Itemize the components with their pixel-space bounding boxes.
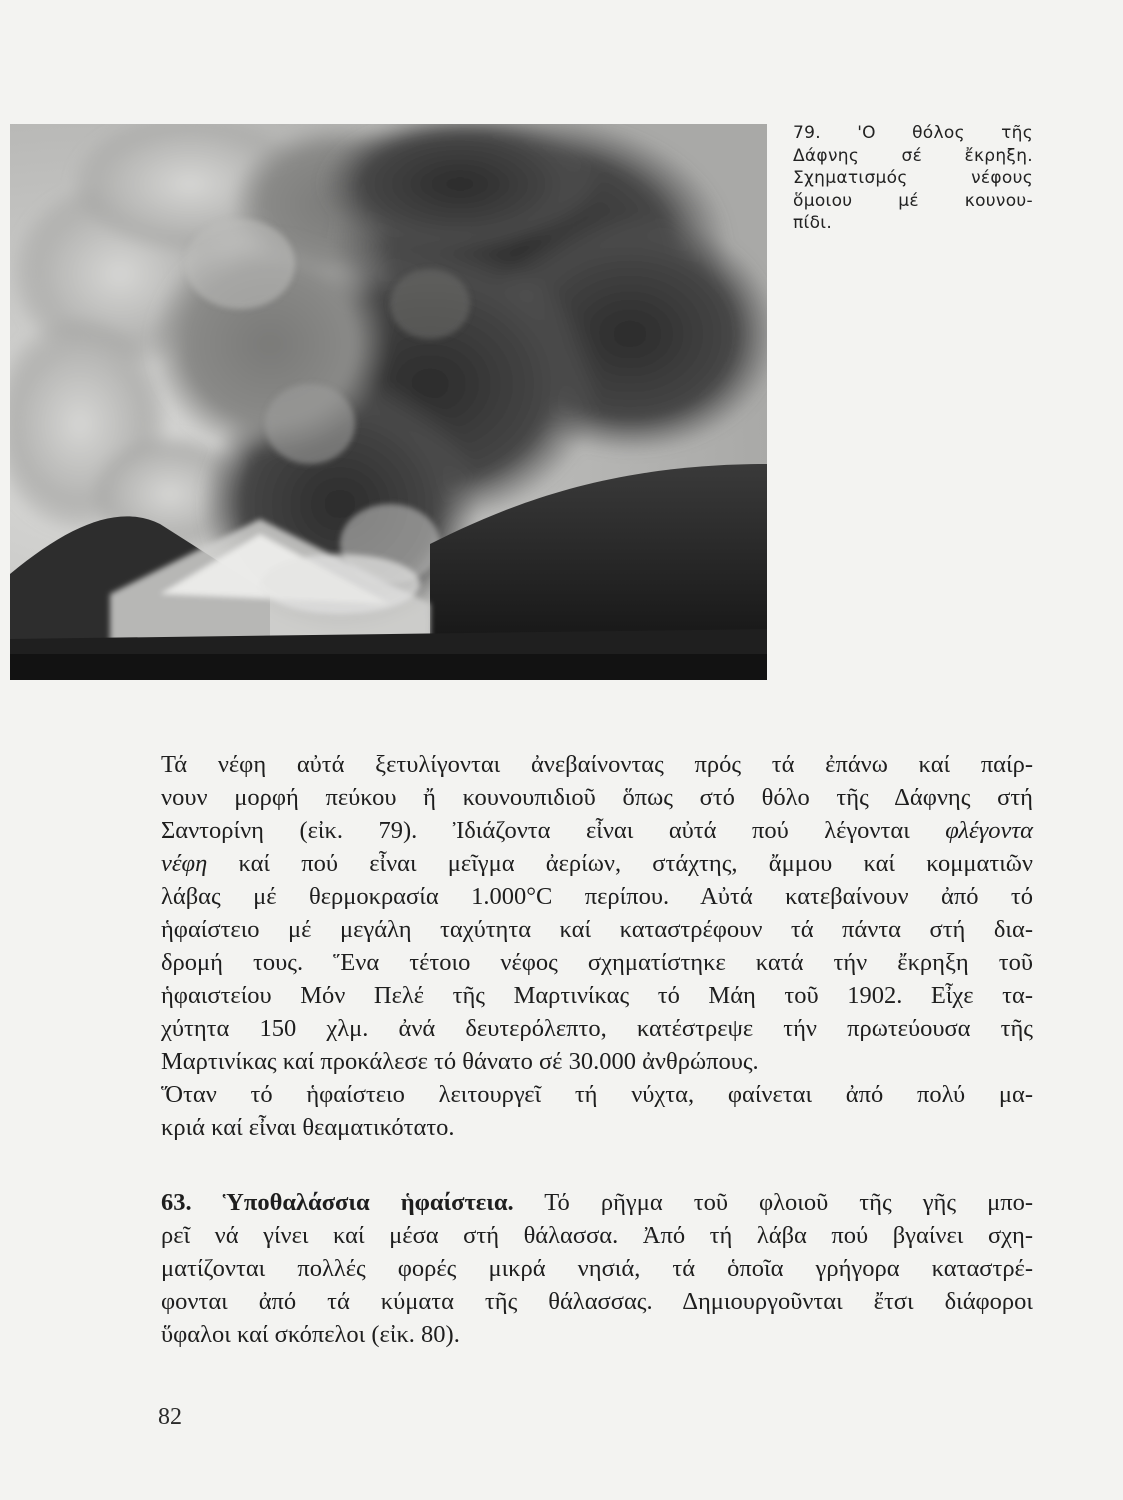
figure-caption [793, 122, 1033, 235]
italic-term: νέφη [161, 850, 208, 877]
italic-term: φλέγοντα [945, 817, 1034, 844]
paragraph-1-line: ἡφαιστείου Μόν Πελέ τῆς Μαρτινίκας τό Μάη τοῦ 1902. Εἶχε τα- [161, 982, 1033, 1009]
text-run: Τό ρῆγμα τοῦ φλοιοῦ τῆς γῆς μπο- [544, 1189, 1033, 1216]
section-63-line: ρεῖ νά γίνει καί μέσα στή θάλασσα. Ἀπό τή λάβα πού βγαίνει σχη- [161, 1222, 1033, 1249]
paragraph-1-line: νουν μορφή πεύκου ἤ κουνουπιδιοῦ ὅπως στό θόλο τῆς Δάφνης στή [161, 784, 1033, 811]
eruption-photograph [10, 124, 767, 680]
paragraph-1-line: ἡφαίστειο μέ μεγάλη ταχύτητα καί καταστρέφουν τά πάντα στή δια- [161, 916, 1033, 943]
paragraph-1-line: λάβας μέ θερμοκρασία 1.000°C περίπου. Αὐτά κατεβαίνουν ἀπό τό [161, 883, 1033, 910]
paragraph-gap [161, 1144, 1033, 1186]
paragraph-2-line: κριά καί εἶναι θεαματικότατο. [161, 1114, 455, 1141]
page-number: 82 [158, 1404, 182, 1430]
paragraph-1-line: δρομή τους. Ἕνα τέτοιο νέφος σχηματίστηκε κατά τήν ἔκρηξη τοῦ [161, 949, 1033, 976]
section-63-line: ματίζονται πολλές φορές μικρά νησιά, τά ὁποῖα γρήγορα καταστρέ- [161, 1255, 1033, 1282]
caption-line: Σχηματισμός νέφους [793, 168, 1033, 188]
paragraph-1-line: χύτητα 150 χλμ. ἀνά δευτερόλεπτο, κατέστρεψε τήν πρωτεύουσα τῆς [161, 1015, 1033, 1042]
caption-line: πίδι. [793, 213, 833, 233]
section-63-line [161, 1186, 1033, 1219]
paragraph-1-line: Μαρτινίκας καί προκάλεσε τό θάνατο σέ 30.000 ἀνθρώπους. [161, 1048, 759, 1075]
caption-line: Δάφνης σέ ἔκρηξη. [793, 145, 1033, 166]
section-63-line: φονται ἀπό τά κύματα τῆς θάλασσας. Δημιουργοῦνται ἔτσι διάφοροι [161, 1288, 1033, 1315]
paragraph-1-line: Τά νέφη αὐτά ξετυλίγονται ἀνεβαίνοντας πρός τά ἐπάνω καί παίρ- [161, 751, 1033, 778]
paragraph-2-line: Ὅταν τό ἡφαίστειο λειτουργεῖ τή νύχτα, φαίνεται ἀπό πολύ μα- [161, 1081, 1033, 1108]
text-run: Σαντορίνη (εἰκ. 79). Ἰδιάζοντα εἶναι αὐτά πού λέγονται [161, 817, 910, 844]
body-text [161, 748, 1033, 1351]
paragraph-1-line [161, 814, 1033, 847]
text-run: καί πού εἶναι μεῖγμα ἀερίων, στάχτης, ἄμμου καί κομματιῶν [238, 850, 1034, 877]
section-63-line: ὕφαλοι καί σκόπελοι (εἰκ. 80). [161, 1321, 460, 1348]
caption-line: ὅμοιου μέ κουνου- [793, 190, 1033, 211]
paragraph-1-line [161, 847, 1033, 880]
section-heading: 63. Ὑποθαλάσσια ἡφαίστεια. [161, 1189, 514, 1216]
eruption-image [10, 124, 767, 680]
caption-line: 79. 'Ο θόλος τῆς [793, 123, 1033, 143]
